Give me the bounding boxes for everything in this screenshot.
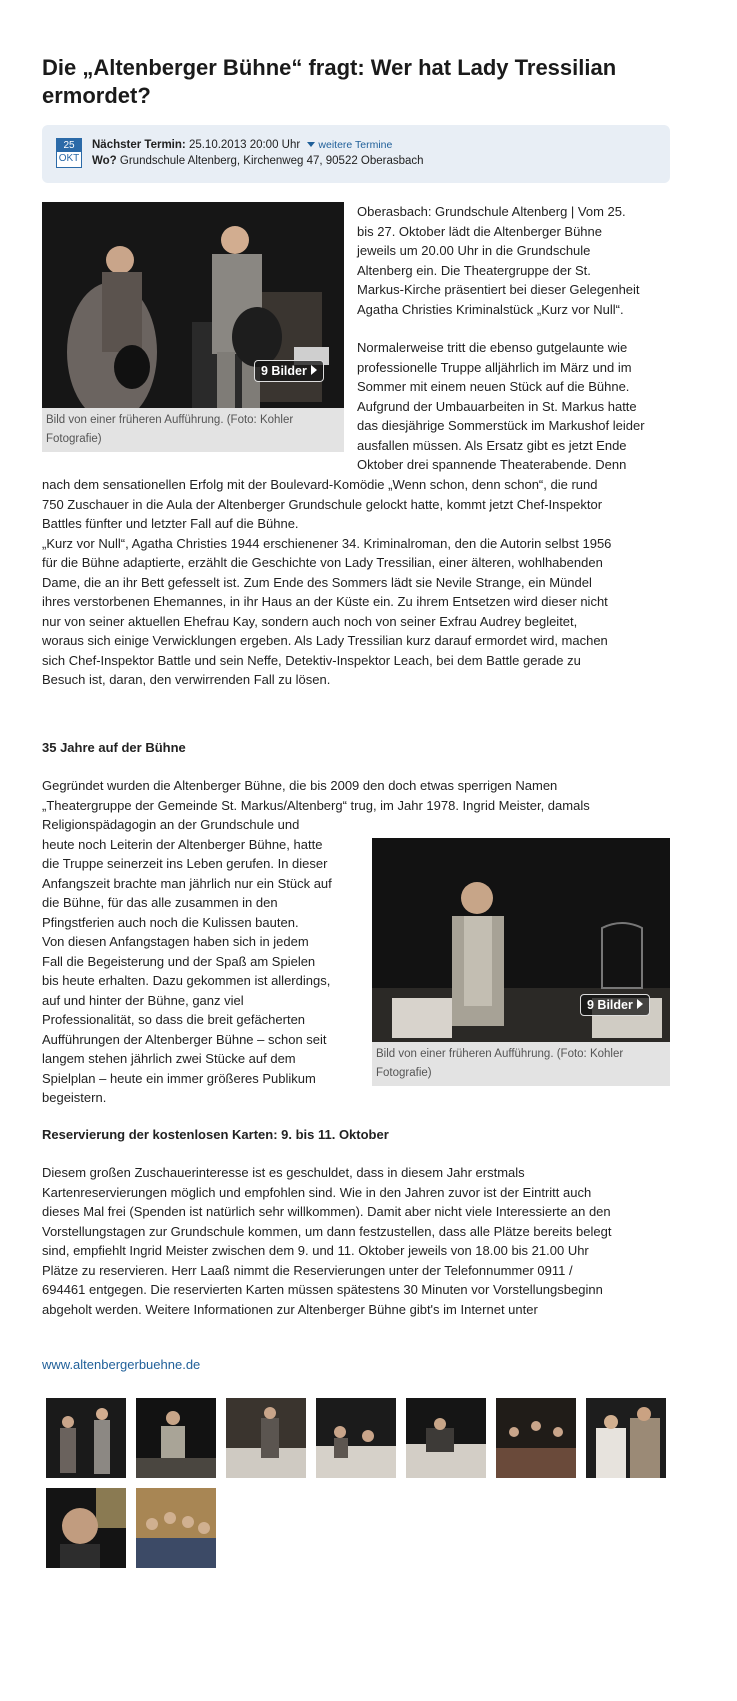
figure-1 — [42, 202, 344, 452]
heading-35-jahre: 35 Jahre auf der Bühne — [42, 740, 186, 755]
play-icon — [637, 999, 643, 1009]
figure-2-caption-line2: Fotografie) — [376, 1067, 432, 1079]
more-dates-link[interactable]: weitere Termine — [318, 139, 393, 151]
figure-1-caption-line2: Fotografie) — [46, 433, 102, 445]
paragraph-reservation: Diesem großen Zuschauerinteresse ist es geschuldet, dass in diesem Jahr erstmals Kartenreservierungen möglich und empfohlen sind. Wie in den Jahren zuvor ist der Eintritt auch dieses Mal frei (Spenden ist natürlich sehr willkommen). Damit aber nicht viele Interessierte an den Vorstellungstagen zur Grundschule kommen, um dann festzustellen, dass alle Plätze bereits belegt sind, empfiehlt Ingrid Meister zwischen dem 9. und 11. Oktober jeweils von 18.00 bis 21.00 Uhr Plätze zu reservieren. Herr Laaß nimmt die Reservierungen unter der Telefonnummer 0911 / 694461 entgegen. Die reservierten Karten müssen spätestens 30 Minuten vor Vorstellungsbeginn abgeholt werden. Weitere Informationen zur Altenberger Bühne gibt's im Internet unter — [42, 1165, 612, 1317]
paragraph-history-narrow: Religionspädagogin an der Grundschule und heute noch Leiterin der Altenberger Bühne, hatte die Truppe seinerzeit ins Leben gerufen. In dieser Anfangszeit brachte man jährlich nur ein Stück auf die Bühne, für das alle zusammen in den Pfingstferien auch noch die Kulissen bauten. Von diesen Anfangstagen haben sich in jedem Fall die Begeisterung und der Spaß am Spielen bis heute erhalten. Dazu gekommen ist allerdings, auf und hinter der Bühne, ganz viel Professionalität, so dass die breit gefächerten Aufführungen der Altenberger Bühne – schon seit langem stehen jährlich zwei Stücke auf dem Spielplan – heute ein immer größeres Publikum begeistern. — [42, 817, 332, 1105]
gallery-badge-1-label: 9 Bilder — [261, 364, 307, 378]
gallery-thumbnail[interactable] — [136, 1488, 216, 1568]
gallery-badge-2[interactable] — [580, 994, 650, 1016]
gallery-thumbnail[interactable] — [586, 1398, 666, 1478]
figure-1-caption — [46, 411, 293, 449]
figure-1-caption-line1: Bild von einer früheren Aufführung. (Foto: Kohler — [46, 414, 294, 426]
figure-2 — [372, 838, 670, 1086]
gallery-badge-1[interactable] — [254, 360, 324, 382]
gallery-thumbnail[interactable] — [46, 1488, 126, 1568]
stage-photo-2[interactable] — [372, 838, 670, 1042]
website-link[interactable]: www.altenbergerbuehne.de — [42, 1357, 201, 1372]
paragraph-normal-wide: nach dem sensationellen Erfolg mit der Boulevard-Komödie „Wenn schon, denn schon“, die rund 750 Zuschauer in die Aula der Altenberger Grundschule gelockt hatte, kommt jetzt Chef-Inspektor Battles fünfter und letzter Fall auf die Bühne. „Kurz vor Null“, Agatha Christies 1944 erschienener 34. Kriminalroman, den die Autorin selbst 1956 für die Bühne adaptierte, erzählt die Geschichte von Lady Tressilian, einer älteren, wohlhabenden Dame, die an ihr Bett gefesselt ist. Zum Ende des Sommers lädt sie Nevile Strange, ein Mündel ihres verstorbenen Ehemannes, in ihr Haus an der Küste ein. Zu ihrem Entsetzen wird dieser nicht nur von seiner aktuellen Ehefrau Kay, sondern auch noch von seiner Exfrau Audrey begleitet, woraus sich einige Verwicklungen ergeben. Als Lady Tressilian kurz darauf ermordet wird, machen sich Chef-Inspektor Battle und sein Neffe, Detektiv-Inspektor Leach, bei dem Battle gerade zu Besuch ist, daran, den verwirrenden Fall zu lösen. — [42, 477, 612, 687]
location-line — [92, 153, 424, 169]
stage-photo-1[interactable] — [42, 202, 344, 408]
paragraph-normal-narrow: Normalerweise tritt die ebenso gutgelaunte wie professionelle Truppe alljährlich im März und im Sommer mit einem neuen Stück auf die Bühne. Aufgrund der Umbauarbeiten in St. Markus hatte das diesjährige Sommerstück im Markushof leider ausfallen müssen. Als Ersatz gibt es jetzt Ende Oktober drei spannende Theaterabende. Denn — [357, 340, 645, 472]
next-date-line — [92, 137, 392, 153]
figure-2-caption — [376, 1045, 623, 1083]
heading-reservierung: Reservierung der kostenlosen Karten: 9. bis 11. Oktober — [42, 1127, 389, 1142]
location-label: Wo? — [92, 155, 117, 167]
calendar-icon — [56, 138, 82, 168]
next-date-value: 25.10.2013 20:00 Uhr — [188, 139, 301, 151]
calendar-day: 25 — [57, 139, 81, 152]
event-info-box — [42, 125, 670, 183]
paragraph-history-wide: Gegründet wurden die Altenberger Bühne, die bis 2009 den doch etwas sperrigen Namen „Theatergruppe der Gemeinde St. Markus/Altenberg“ trug, im Jahr 1978. Ingrid Meister, damals — [42, 778, 590, 813]
paragraph-intro: Oberasbach: Grundschule Altenberg | Vom 25. bis 27. Oktober lädt die Altenberger Bühne jeweils um 20.00 Uhr in die Grundschule Altenberg ein. Die Theatergruppe der St. Markus-Kirche präsentiert bei dieser Gelegenheit Agatha Christies Kriminalstück „Kurz vor Null“. — [357, 204, 640, 317]
gallery-thumbnail[interactable] — [316, 1398, 396, 1478]
chevron-down-icon[interactable] — [307, 142, 315, 147]
calendar-month: OKT — [58, 153, 80, 164]
gallery-thumbnail[interactable] — [496, 1398, 576, 1478]
page-title: Die „Altenberger Bühne“ fragt: Wer hat Lady Tressilian ermordet? — [42, 55, 617, 108]
play-icon — [311, 365, 317, 375]
gallery-thumbnail[interactable] — [406, 1398, 486, 1478]
gallery-thumbnail[interactable] — [136, 1398, 216, 1478]
gallery-thumbnail[interactable] — [226, 1398, 306, 1478]
gallery-badge-2-label: 9 Bilder — [587, 998, 633, 1012]
location-value: Grundschule Altenberg, Kirchenweg 47, 90522 Oberasbach — [119, 155, 424, 167]
figure-2-caption-line1: Bild von einer früheren Aufführung. (Foto: Kohler — [376, 1048, 624, 1060]
gallery-thumbnail[interactable] — [46, 1398, 126, 1478]
next-date-label: Nächster Termin: — [92, 139, 186, 151]
